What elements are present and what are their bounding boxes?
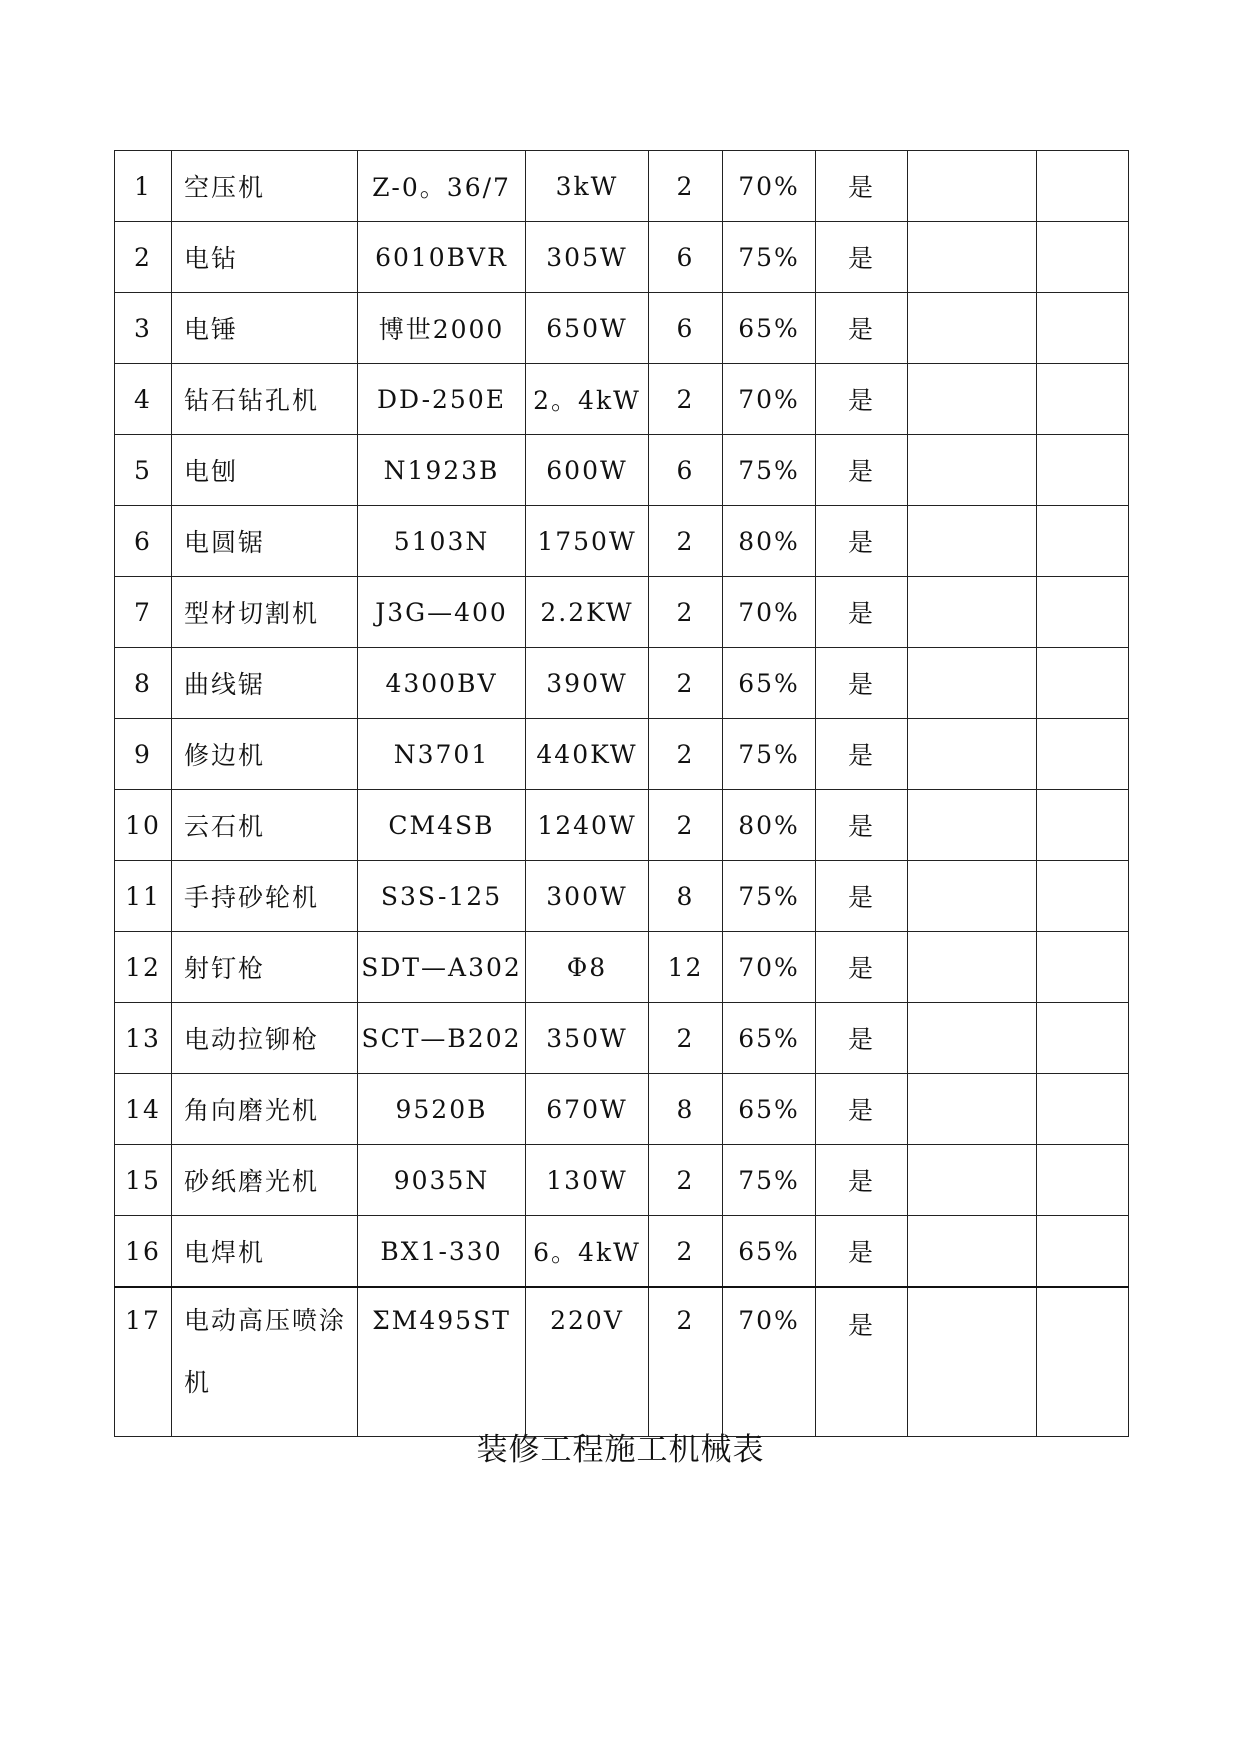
cell-percentage: 65%: [723, 1216, 816, 1288]
cell-empty: [1037, 719, 1129, 790]
cell-status: 是: [816, 364, 908, 435]
cell-index: 6: [115, 506, 172, 577]
cell-quantity: 2: [649, 719, 723, 790]
cell-empty: [908, 1003, 1037, 1074]
cell-machine-name: 电钻: [172, 222, 358, 293]
cell-model: CM4SB: [358, 790, 526, 861]
cell-status: 是: [816, 577, 908, 648]
cell-machine-name: 修边机: [172, 719, 358, 790]
cell-empty: [908, 364, 1037, 435]
cell-empty: [908, 861, 1037, 932]
cell-machine-name: 电焊机: [172, 1216, 358, 1288]
cell-index: 9: [115, 719, 172, 790]
cell-empty: [908, 1216, 1037, 1288]
cell-quantity: 6: [649, 435, 723, 506]
table-row: [115, 1216, 1129, 1288]
cell-model: 9035N: [358, 1145, 526, 1216]
cell-percentage: 75%: [723, 222, 816, 293]
cell-machine-name: 手持砂轮机: [172, 861, 358, 932]
cell-power: 130W: [526, 1145, 649, 1216]
cell-machine-name: 电刨: [172, 435, 358, 506]
cell-model: S3S-125: [358, 861, 526, 932]
table-row: [115, 151, 1129, 222]
machinery-table: [114, 150, 1129, 1437]
cell-empty: [908, 435, 1037, 506]
table-row: [115, 932, 1129, 1003]
cell-model: N1923B: [358, 435, 526, 506]
cell-model: N3701: [358, 719, 526, 790]
cell-index: 2: [115, 222, 172, 293]
cell-power: 1240W: [526, 790, 649, 861]
cell-power: 440KW: [526, 719, 649, 790]
cell-empty: [908, 648, 1037, 719]
cell-model: SCT—B202: [358, 1003, 526, 1074]
table-row: [115, 577, 1129, 648]
cell-power: 300W: [526, 861, 649, 932]
cell-status: 是: [816, 861, 908, 932]
cell-quantity: 2: [649, 790, 723, 861]
cell-percentage: 65%: [723, 1074, 816, 1145]
cell-power: 1750W: [526, 506, 649, 577]
cell-index: 12: [115, 932, 172, 1003]
cell-percentage: 75%: [723, 719, 816, 790]
cell-power: 3kW: [526, 151, 649, 222]
table-row: [115, 1074, 1129, 1145]
cell-status: 是: [816, 151, 908, 222]
cell-empty: [908, 222, 1037, 293]
table-row: [115, 222, 1129, 293]
cell-percentage: 65%: [723, 293, 816, 364]
cell-quantity: 2: [649, 648, 723, 719]
cell-index: 4: [115, 364, 172, 435]
cell-model: SDT—A302: [358, 932, 526, 1003]
cell-index: 3: [115, 293, 172, 364]
cell-empty: [1037, 932, 1129, 1003]
cell-status: 是: [816, 1216, 908, 1288]
cell-quantity: 6: [649, 222, 723, 293]
cell-power: 670W: [526, 1074, 649, 1145]
cell-machine-name: 电动高压喷涂机: [172, 1287, 358, 1437]
cell-percentage: 70%: [723, 151, 816, 222]
cell-index: 11: [115, 861, 172, 932]
cell-percentage: 75%: [723, 861, 816, 932]
cell-model: ΣM495ST: [358, 1287, 526, 1437]
cell-model: J3G—400: [358, 577, 526, 648]
cell-empty: [1037, 293, 1129, 364]
cell-percentage: 70%: [723, 932, 816, 1003]
cell-empty: [908, 719, 1037, 790]
cell-machine-name: 电锤: [172, 293, 358, 364]
cell-percentage: 70%: [723, 1287, 816, 1437]
cell-empty: [1037, 1074, 1129, 1145]
cell-empty: [908, 577, 1037, 648]
cell-empty: [908, 1287, 1037, 1437]
cell-percentage: 80%: [723, 790, 816, 861]
cell-quantity: 2: [649, 1003, 723, 1074]
cell-quantity: 2: [649, 506, 723, 577]
cell-empty: [1037, 1287, 1129, 1437]
cell-empty: [908, 1074, 1037, 1145]
cell-empty: [908, 1145, 1037, 1216]
cell-model: Z-0。36/7: [358, 151, 526, 222]
cell-machine-name: 型材切割机: [172, 577, 358, 648]
cell-quantity: 8: [649, 1074, 723, 1145]
cell-percentage: 80%: [723, 506, 816, 577]
cell-power: 2.2KW: [526, 577, 649, 648]
cell-empty: [1037, 364, 1129, 435]
cell-status: 是: [816, 932, 908, 1003]
table-row: [115, 506, 1129, 577]
cell-empty: [1037, 506, 1129, 577]
table-row: [115, 293, 1129, 364]
cell-power: 350W: [526, 1003, 649, 1074]
cell-machine-name: 云石机: [172, 790, 358, 861]
cell-index: 13: [115, 1003, 172, 1074]
cell-empty: [1037, 790, 1129, 861]
cell-empty: [908, 506, 1037, 577]
cell-status: 是: [816, 1074, 908, 1145]
cell-status: 是: [816, 1003, 908, 1074]
table-row: [115, 364, 1129, 435]
cell-model: 6010BVR: [358, 222, 526, 293]
cell-machine-name: 曲线锯: [172, 648, 358, 719]
cell-status: 是: [816, 293, 908, 364]
cell-status: 是: [816, 435, 908, 506]
cell-empty: [1037, 861, 1129, 932]
cell-model: BX1-330: [358, 1216, 526, 1288]
cell-empty: [1037, 1003, 1129, 1074]
table-row: [115, 719, 1129, 790]
cell-power: 650W: [526, 293, 649, 364]
cell-quantity: 2: [649, 577, 723, 648]
cell-quantity: 2: [649, 1287, 723, 1437]
table-caption: 装修工程施工机械表: [476, 1432, 765, 1468]
cell-empty: [908, 790, 1037, 861]
cell-power: 6。4kW: [526, 1216, 649, 1288]
cell-empty: [908, 293, 1037, 364]
cell-empty: [1037, 577, 1129, 648]
cell-status: 是: [816, 648, 908, 719]
cell-percentage: 75%: [723, 1145, 816, 1216]
cell-model: 5103N: [358, 506, 526, 577]
cell-model: DD-250E: [358, 364, 526, 435]
cell-machine-name: 射钉枪: [172, 932, 358, 1003]
cell-power: Φ8: [526, 932, 649, 1003]
cell-empty: [908, 151, 1037, 222]
table-row: [115, 790, 1129, 861]
cell-machine-name: 角向磨光机: [172, 1074, 358, 1145]
cell-power: 2。4kW: [526, 364, 649, 435]
cell-machine-name: 空压机: [172, 151, 358, 222]
cell-model: 4300BV: [358, 648, 526, 719]
cell-index: 5: [115, 435, 172, 506]
cell-status: 是: [816, 719, 908, 790]
cell-index: 15: [115, 1145, 172, 1216]
cell-quantity: 2: [649, 1216, 723, 1288]
table-row: [115, 1003, 1129, 1074]
cell-machine-name: 砂纸磨光机: [172, 1145, 358, 1216]
cell-index: 10: [115, 790, 172, 861]
cell-index: 7: [115, 577, 172, 648]
cell-percentage: 70%: [723, 577, 816, 648]
cell-empty: [1037, 222, 1129, 293]
cell-index: 8: [115, 648, 172, 719]
cell-status: 是: [816, 222, 908, 293]
cell-empty: [1037, 151, 1129, 222]
cell-empty: [1037, 435, 1129, 506]
cell-power: 220V: [526, 1287, 649, 1437]
cell-status: 是: [816, 1145, 908, 1216]
table-row: [115, 861, 1129, 932]
cell-status: 是: [816, 1287, 908, 1437]
cell-index: 1: [115, 151, 172, 222]
cell-index: 14: [115, 1074, 172, 1145]
cell-status: 是: [816, 506, 908, 577]
cell-percentage: 65%: [723, 648, 816, 719]
table-row: [115, 1145, 1129, 1216]
cell-power: 390W: [526, 648, 649, 719]
cell-power: 305W: [526, 222, 649, 293]
cell-index: 17: [115, 1287, 172, 1437]
cell-status: 是: [816, 790, 908, 861]
cell-percentage: 70%: [723, 364, 816, 435]
cell-index: 16: [115, 1216, 172, 1288]
cell-empty: [908, 932, 1037, 1003]
cell-empty: [1037, 1216, 1129, 1288]
table-body: [115, 151, 1129, 1437]
cell-percentage: 75%: [723, 435, 816, 506]
cell-quantity: 8: [649, 861, 723, 932]
table-row: [115, 1287, 1129, 1437]
table-row: [115, 435, 1129, 506]
table-row: [115, 648, 1129, 719]
cell-model: 博世2000: [358, 293, 526, 364]
cell-empty: [1037, 1145, 1129, 1216]
cell-empty: [1037, 648, 1129, 719]
cell-machine-name: 钻石钻孔机: [172, 364, 358, 435]
cell-model: 9520B: [358, 1074, 526, 1145]
cell-quantity: 2: [649, 364, 723, 435]
cell-quantity: 2: [649, 151, 723, 222]
cell-quantity: 6: [649, 293, 723, 364]
cell-quantity: 12: [649, 932, 723, 1003]
cell-quantity: 2: [649, 1145, 723, 1216]
cell-percentage: 65%: [723, 1003, 816, 1074]
cell-machine-name: 电动拉铆枪: [172, 1003, 358, 1074]
cell-machine-name: 电圆锯: [172, 506, 358, 577]
cell-power: 600W: [526, 435, 649, 506]
